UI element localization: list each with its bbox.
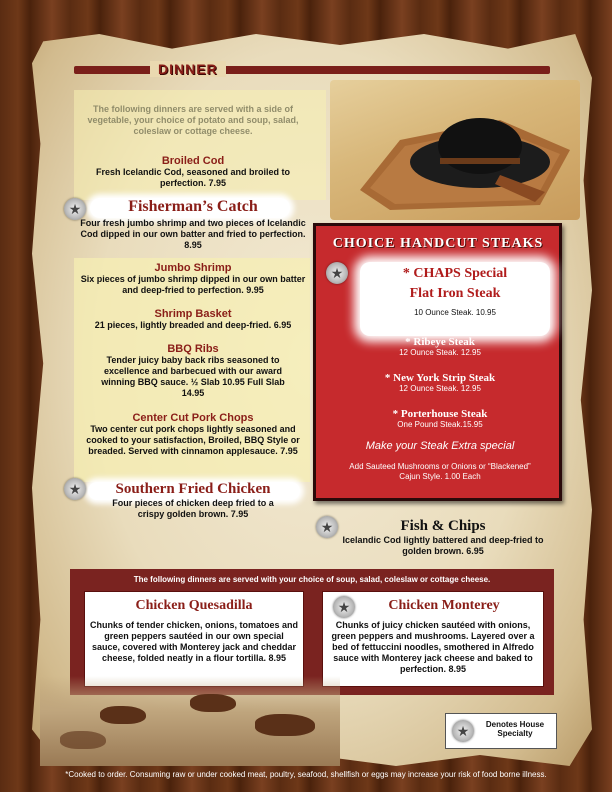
dish-title: Flat Iron Steak: [409, 286, 501, 301]
dish-title: Southern Fried Chicken: [115, 481, 271, 497]
dish-description: 21 pieces, lightly breaded and deep-fried. 6.95: [94, 320, 292, 330]
dish-title: BBQ Ribs: [167, 343, 219, 355]
dish-description: Icelandic Cod lightly battered and deep-fried to golden brown. 6.95: [342, 535, 544, 556]
sheriff-star-icon: ★: [316, 516, 338, 538]
dish-title: Broiled Cod: [161, 155, 225, 167]
steaks-heading: CHOICE HANDCUT STEAKS: [332, 236, 544, 251]
menu-item-fishermans-catch: [80, 198, 306, 251]
dish-description: 12 Ounce Steak. 12.95: [399, 384, 481, 393]
dish-description: Fresh Icelandic Cod, seasoned and broiled to perfection. 7.95: [95, 167, 291, 188]
section-title: DINNER: [150, 61, 226, 77]
menu-item-pork-chops: [80, 412, 306, 457]
legend-text: Denotes House Specialty: [485, 720, 545, 738]
dish-description: Four fresh jumbo shrimp and two pieces of Icelandic Cod dipped in our own batter and fried to perfection. 8.95: [80, 218, 306, 250]
dinner-divider: [74, 66, 550, 74]
panel-intro: The following dinners are served with your choice of soup, salad, coleslaw or cottage cheese.: [133, 575, 491, 584]
menu-item-bbq-ribs: [80, 343, 306, 399]
dish-description: Chunks of tender chicken, onions, tomatoes and green peppers sautéed in our own special sauce, covered with Monterey jack and cheddar cheese, folded neatly in a flour tortilla. 8.95: [89, 620, 299, 663]
dish-title: Chicken Quesadilla: [135, 598, 253, 613]
menu-item-fish-chips: [330, 518, 556, 557]
dish-description: 12 Ounce Steak. 12.95: [399, 348, 481, 357]
menu-item-porterhouse: [330, 408, 550, 429]
dish-title: Jumbo Shrimp: [154, 262, 232, 274]
dish-title: Fish & Chips: [400, 518, 486, 534]
sheriff-star-icon: ★: [333, 596, 355, 618]
dish-description: Six pieces of jumbo shrimp dipped in our own batter and deep-fried to perfection. 9.95: [80, 274, 306, 295]
sheriff-star-icon: ★: [64, 478, 86, 500]
dish-description: Chunks of juicy chicken sautéed with onions, green peppers and mushrooms. Layered over a bed of fettuccini noodles, smothered in Alfredo sauce with Monterey jack cheese and baked to perfection. 8.95: [331, 620, 535, 674]
sheriff-star-icon: ★: [64, 198, 86, 220]
dish-title: Center Cut Pork Chops: [132, 412, 254, 424]
extra-special-title: Make your Steak Extra special: [365, 440, 515, 452]
dish-description: Four pieces of chicken deep fried to a crispy golden brown. 7.95: [112, 498, 274, 519]
menu-item-shrimp-basket: [80, 308, 306, 331]
house-specialty-legend: [445, 713, 557, 749]
menu-item-chicken-monterey: [322, 591, 544, 687]
dish-description: Two center cut pork chops lightly seasoned and cooked to your satisfaction, Broiled, BBQ Style or breaded. Served with cinnamon applesauce. 7.95: [86, 424, 300, 456]
dish-title: Shrimp Basket: [154, 308, 232, 320]
dish-title: Chicken Monterey: [388, 598, 500, 613]
dish-description: 10 Ounce Steak. 10.95: [414, 308, 496, 317]
dish-title: * Porterhouse Steak: [392, 408, 488, 420]
sheriff-star-icon: ★: [452, 720, 474, 742]
dish-title: Fisherman’s Catch: [128, 198, 258, 215]
dish-title: * New York Strip Steak: [384, 372, 496, 384]
menu-item-jumbo-shrimp: [80, 262, 306, 296]
menu-item-broiled-cod: [80, 155, 306, 189]
dish-description: One Pound Steak.15.95: [397, 420, 483, 429]
steaks-panel: [313, 223, 562, 501]
menu-item-ribeye: [330, 336, 550, 357]
menu-item-southern-fried-chicken: [80, 481, 306, 520]
sheriff-star-icon: ★: [326, 262, 348, 284]
menu-item-new-york-strip: [330, 372, 550, 393]
extra-special-description: Add Sauteed Mushrooms or Onions or “Blackened” Cajun Style. 1.00 Each: [349, 462, 531, 481]
cowboy-hat-photo: [330, 80, 580, 220]
dish-description: Tender juicy baby back ribs seasoned to excellence and barbecued with our award winning BBQ sauce. ½ Slab 10.95 Full Slab 14.95: [101, 355, 285, 398]
horses-photo: [40, 676, 340, 766]
dish-title: * Ribeye Steak: [405, 336, 475, 348]
menu-item-chaps-special: [360, 266, 550, 317]
dish-title: * CHAPS Special: [402, 266, 508, 281]
menu-item-chicken-quesadilla: [84, 591, 304, 687]
footnote: *Cooked to order. Consuming raw or under cooked meat, poultry, seafood, shellfish or eggs may increase your risk of food borne illness.: [65, 770, 547, 779]
